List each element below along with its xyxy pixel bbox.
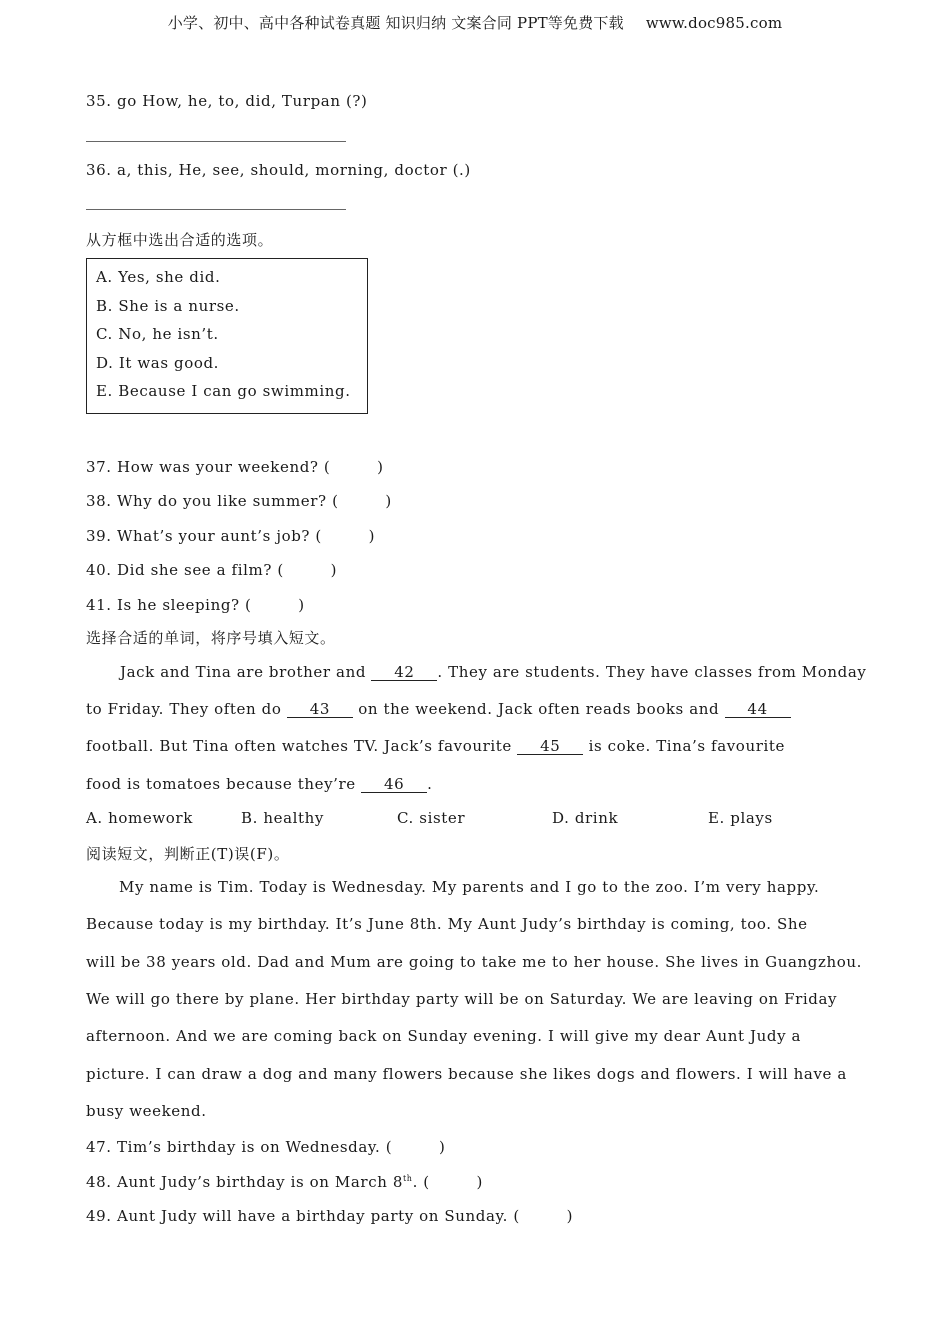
- match-instruction: 从方框中选出合适的选项。: [86, 231, 274, 249]
- question-48-text: 48. Aunt Judy’s birthday is on March 8: [86, 1173, 403, 1191]
- choice-a: A. homework: [86, 809, 193, 827]
- question-39: 39. What’s your aunt’s job? ( ): [86, 527, 376, 545]
- reading-line: Because today is my birthday. It’s June 8th. My Aunt Judy’s birthday is coming, too. She: [86, 915, 808, 933]
- blank-43[interactable]: 43: [287, 701, 353, 718]
- blank-45[interactable]: 45: [517, 738, 583, 755]
- reading-line: We will go there by plane. Her birthday party will be on Saturday. We are leaving on Friday: [86, 990, 838, 1008]
- reading-line: My name is Tim. Today is Wednesday. My parents and I go to the zoo. I’m very happy.: [119, 878, 820, 896]
- header-slogan: 小学、初中、高中各种试卷真题 知识归纳 文案合同 PPT等免费下载: [167, 14, 624, 32]
- option-a: A. Yes, she did.: [96, 268, 221, 286]
- cloze-text: Jack and Tina are brother and: [120, 663, 372, 681]
- cloze-instruction: 选择合适的单词，将序号填入短文。: [86, 629, 336, 647]
- reading-line: busy weekend.: [86, 1102, 207, 1120]
- choice-e: E. plays: [708, 809, 773, 827]
- ordinal-suffix: th: [402, 1174, 413, 1183]
- blank-46[interactable]: 46: [361, 776, 427, 793]
- cloze-line-1: [120, 663, 866, 681]
- question-49: 49. Aunt Judy will have a birthday party on Sunday. ( ): [86, 1207, 574, 1225]
- cloze-text: is coke. Tina’s favourite: [583, 737, 785, 755]
- cloze-text: .: [427, 775, 433, 793]
- options-box: [86, 258, 368, 414]
- option-c: C. No, he isn’t.: [96, 325, 219, 343]
- question-35: 35. go How, he, to, did, Turpan (?): [86, 92, 368, 110]
- cloze-line-2: [86, 700, 791, 718]
- question-37: 37. How was your weekend? ( ): [86, 458, 384, 476]
- option-e: E. Because I can go swimming.: [96, 382, 351, 400]
- header-site-link[interactable]: www.doc985.com: [645, 14, 783, 32]
- reading-instruction: 阅读短文，判断正(T)误(F)。: [86, 845, 290, 863]
- reading-line: afternoon. And we are coming back on Sunday evening. I will give my dear Aunt Judy a: [86, 1027, 802, 1045]
- reading-line: picture. I can draw a dog and many flowers because she likes dogs and flowers. I will have a: [86, 1065, 847, 1083]
- question-47: 47. Tim’s birthday is on Wednesday. ( ): [86, 1138, 446, 1156]
- question-38: 38. Why do you like summer? ( ): [86, 492, 392, 510]
- question-36: 36. a, this, He, see, should, morning, doctor (.): [86, 161, 471, 179]
- answer-line-36[interactable]: [86, 209, 346, 210]
- cloze-text: food is tomatoes because they’re: [86, 775, 362, 793]
- cloze-line-3: [86, 737, 785, 755]
- question-48-bracket: . ( ): [412, 1173, 484, 1191]
- blank-44[interactable]: 44: [725, 701, 791, 718]
- answer-line-35[interactable]: [86, 141, 346, 142]
- question-48: [86, 1171, 483, 1192]
- choice-c: C. sister: [397, 809, 466, 827]
- page-header: [0, 12, 950, 33]
- question-41: 41. Is he sleeping? ( ): [86, 596, 305, 614]
- choice-b: B. healthy: [241, 809, 324, 827]
- question-40: 40. Did she see a film? ( ): [86, 561, 338, 579]
- cloze-line-4: [86, 775, 433, 793]
- cloze-text: . They are students. They have classes from Monday: [437, 663, 867, 681]
- choice-d: D. drink: [552, 809, 619, 827]
- option-d: D. It was good.: [96, 354, 220, 372]
- cloze-text: to Friday. They often do: [86, 700, 287, 718]
- blank-42[interactable]: 42: [371, 664, 437, 681]
- option-b: B. She is a nurse.: [96, 297, 240, 315]
- cloze-text: football. But Tina often watches TV. Jack’s favourite: [86, 737, 518, 755]
- cloze-text: on the weekend. Jack often reads books and: [352, 700, 725, 718]
- reading-line: will be 38 years old. Dad and Mum are going to take me to her house. She lives in Guangzhou.: [86, 953, 862, 971]
